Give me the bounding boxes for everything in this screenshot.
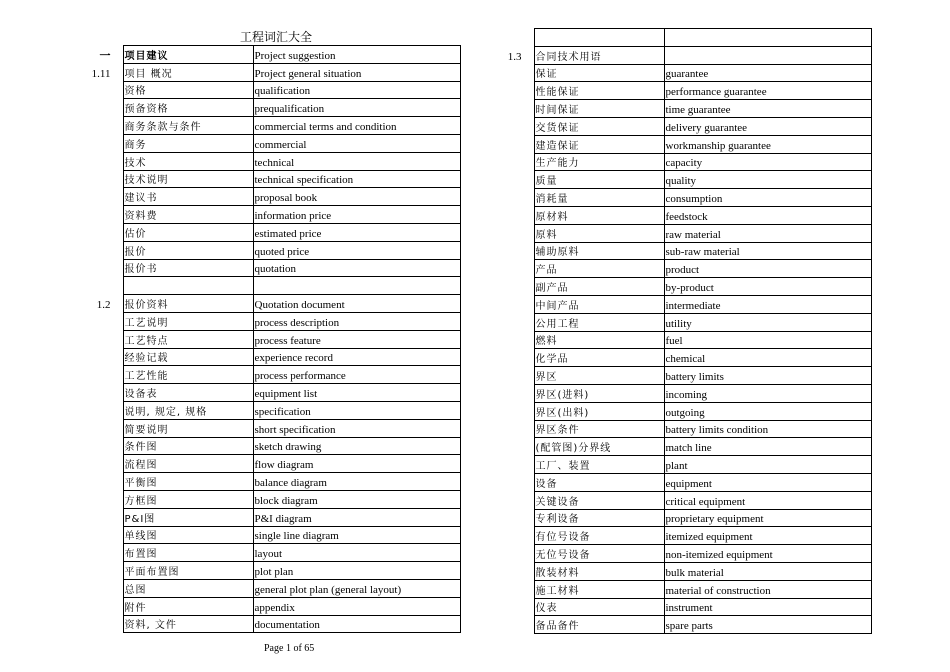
section-number [80, 526, 123, 544]
english-term: chemical [664, 349, 871, 367]
table-row [80, 401, 460, 419]
table-row [80, 188, 460, 206]
chinese-term: 报价 [123, 241, 253, 259]
section-number [500, 509, 534, 527]
chinese-term: 建议书 [123, 188, 253, 206]
english-term: intermediate [664, 295, 871, 313]
table-row [80, 348, 460, 366]
chinese-term: 设备 [534, 473, 664, 491]
table-row [500, 206, 871, 224]
table-row [500, 135, 871, 153]
chinese-term: 无位号设备 [534, 545, 664, 563]
english-term: experience record [253, 348, 460, 366]
chinese-term: 中间产品 [534, 295, 664, 313]
table-row [80, 597, 460, 615]
section-number [80, 579, 123, 597]
english-term: outgoing [664, 402, 871, 420]
english-term [664, 46, 871, 64]
section-number [500, 171, 534, 189]
section-number [80, 241, 123, 259]
chinese-term: 方框图 [123, 490, 253, 508]
chinese-term: 工艺特点 [123, 330, 253, 348]
english-term: sketch drawing [253, 437, 460, 455]
table-row [80, 473, 460, 491]
section-number [500, 260, 534, 278]
english-term: proposal book [253, 188, 460, 206]
english-term: time guarantee [664, 100, 871, 118]
table-row [500, 117, 871, 135]
english-term: by-product [664, 278, 871, 296]
english-term: itemized equipment [664, 527, 871, 545]
chinese-term: 预备资格 [123, 99, 253, 117]
table-row [80, 277, 460, 295]
english-term: Project suggestion [253, 46, 460, 64]
section-number [500, 527, 534, 545]
table-row [80, 152, 460, 170]
section-number [500, 349, 534, 367]
english-term: process description [253, 312, 460, 330]
table-row [500, 29, 871, 47]
chinese-term: 技术说明 [123, 170, 253, 188]
english-term: process feature [253, 330, 460, 348]
section-number [500, 473, 534, 491]
section-number [80, 152, 123, 170]
vocabulary-table-right [500, 28, 872, 634]
chinese-term: 施工材料 [534, 580, 664, 598]
section-number [500, 491, 534, 509]
section-number [80, 223, 123, 241]
table-row [80, 490, 460, 508]
section-number [80, 188, 123, 206]
section-number [80, 134, 123, 152]
english-term: raw material [664, 224, 871, 242]
english-term: equipment list [253, 384, 460, 402]
table-row [500, 580, 871, 598]
table-row [80, 170, 460, 188]
chinese-term: (配管图)分界线 [534, 438, 664, 456]
section-number [80, 348, 123, 366]
chinese-term: 时间保证 [534, 100, 664, 118]
section-number [500, 29, 534, 47]
table-row [500, 616, 871, 634]
english-term: match line [664, 438, 871, 456]
chinese-term: 报价资料 [123, 295, 253, 313]
english-term: consumption [664, 189, 871, 207]
english-term: short specification [253, 419, 460, 437]
english-term: critical equipment [664, 491, 871, 509]
section-number [500, 438, 534, 456]
section-number [500, 100, 534, 118]
english-term: documentation [253, 615, 460, 633]
section-number [500, 82, 534, 100]
section-number [80, 81, 123, 99]
table-row [80, 223, 460, 241]
english-term: quality [664, 171, 871, 189]
chinese-term: 界区 [534, 367, 664, 385]
chinese-term: 说明, 规定, 规格 [123, 401, 253, 419]
section-number [80, 206, 123, 224]
section-number: 1.3 [507, 51, 522, 64]
chinese-term: 单线图 [123, 526, 253, 544]
chinese-term: 工艺说明 [123, 312, 253, 330]
table-row [500, 456, 871, 474]
chinese-term: 产品 [534, 260, 664, 278]
section-number: 1.11 [91, 68, 111, 81]
english-term: instrument [664, 598, 871, 616]
chinese-term: 界区(出料) [534, 402, 664, 420]
english-term: feedstock [664, 206, 871, 224]
chinese-term: 关键设备 [534, 491, 664, 509]
table-row [500, 46, 871, 64]
english-term: technical specification [253, 170, 460, 188]
section-number [500, 153, 534, 171]
english-term: product [664, 260, 871, 278]
section-number [500, 331, 534, 349]
english-term: quoted price [253, 241, 460, 259]
section-number [80, 597, 123, 615]
chinese-term: 有位号设备 [534, 527, 664, 545]
english-term: balance diagram [253, 473, 460, 491]
table-row [80, 579, 460, 597]
section-number [500, 580, 534, 598]
english-term: qualification [253, 81, 460, 99]
english-term: process performance [253, 366, 460, 384]
chinese-term: 报价书 [123, 259, 253, 277]
english-term: material of construction [664, 580, 871, 598]
english-term: specification [253, 401, 460, 419]
vocabulary-table-left [80, 45, 461, 633]
table-row [500, 242, 871, 260]
table-row [500, 313, 871, 331]
table-row [500, 349, 871, 367]
english-term [253, 277, 460, 295]
section-number [80, 455, 123, 473]
chinese-term: 经验记载 [123, 348, 253, 366]
table-row [80, 455, 460, 473]
chinese-term: 资料费 [123, 206, 253, 224]
english-term: flow diagram [253, 455, 460, 473]
table-row [500, 224, 871, 242]
table-row [80, 526, 460, 544]
table-row [500, 438, 871, 456]
chinese-term: 仪表 [534, 598, 664, 616]
section-number [500, 224, 534, 242]
table-row [80, 81, 460, 99]
english-term: prequalification [253, 99, 460, 117]
section-number: 1.2 [96, 299, 111, 312]
section-number [500, 616, 534, 634]
table-row [80, 46, 460, 64]
chinese-term: 技术 [123, 152, 253, 170]
english-term: performance guarantee [664, 82, 871, 100]
table-row [500, 491, 871, 509]
english-term: Quotation document [253, 295, 460, 313]
section-number [80, 330, 123, 348]
table-row [500, 545, 871, 563]
table-row [500, 295, 871, 313]
section-number [500, 367, 534, 385]
chinese-term: 生产能力 [534, 153, 664, 171]
english-term: sub-raw material [664, 242, 871, 260]
section-number [500, 189, 534, 207]
chinese-term: 简要说明 [123, 419, 253, 437]
table-row [80, 508, 460, 526]
section-number [500, 562, 534, 580]
english-term: plot plan [253, 562, 460, 580]
chinese-term: 原料 [534, 224, 664, 242]
english-term: appendix [253, 597, 460, 615]
table-row [500, 562, 871, 580]
chinese-term: 工艺性能 [123, 366, 253, 384]
page-footer: Page 1 of 65 [264, 643, 315, 654]
chinese-term: 商务条款与条件 [123, 117, 253, 135]
english-term: commercial terms and condition [253, 117, 460, 135]
chinese-term: 界区(进料) [534, 384, 664, 402]
table-row [500, 509, 871, 527]
english-term: battery limits [664, 367, 871, 385]
section-number [80, 437, 123, 455]
section-number [80, 366, 123, 384]
section-number [80, 544, 123, 562]
chinese-term: 布置图 [123, 544, 253, 562]
table-row [500, 100, 871, 118]
table-row [80, 295, 460, 313]
section-number [80, 401, 123, 419]
table-row [500, 64, 871, 82]
english-term: information price [253, 206, 460, 224]
table-row [80, 330, 460, 348]
english-term: general plot plan (general layout) [253, 579, 460, 597]
table-row [80, 259, 460, 277]
english-term: utility [664, 313, 871, 331]
section-number [500, 313, 534, 331]
table-row [80, 544, 460, 562]
table-row [500, 278, 871, 296]
english-term: delivery guarantee [664, 117, 871, 135]
table-row [80, 206, 460, 224]
chinese-term: 辅助原料 [534, 242, 664, 260]
table-row [500, 153, 871, 171]
table-row [80, 241, 460, 259]
chinese-term: 合同技术用语 [534, 46, 664, 64]
english-term: Project general situation [253, 63, 460, 81]
english-term: commercial [253, 134, 460, 152]
table-row [500, 260, 871, 278]
chinese-term: 附件 [123, 597, 253, 615]
chinese-term [534, 29, 664, 47]
table-row [500, 171, 871, 189]
english-term: plant [664, 456, 871, 474]
english-term: battery limits condition [664, 420, 871, 438]
table-row [80, 63, 460, 81]
section-number [500, 64, 534, 82]
table-row [80, 562, 460, 580]
table-row [80, 419, 460, 437]
section-number [500, 456, 534, 474]
english-term: estimated price [253, 223, 460, 241]
chinese-term: 估价 [123, 223, 253, 241]
section-number [80, 419, 123, 437]
table-row [500, 527, 871, 545]
section-number [80, 384, 123, 402]
english-term: capacity [664, 153, 871, 171]
english-term: proprietary equipment [664, 509, 871, 527]
chinese-term: 性能保证 [534, 82, 664, 100]
english-term: single line diagram [253, 526, 460, 544]
section-number [80, 473, 123, 491]
table-row [80, 437, 460, 455]
chinese-term: 工厂、装置 [534, 456, 664, 474]
chinese-term: 总图 [123, 579, 253, 597]
section-number [80, 562, 123, 580]
chinese-term: 资料, 文件 [123, 615, 253, 633]
section-number [500, 384, 534, 402]
chinese-term: 设备表 [123, 384, 253, 402]
section-number [500, 135, 534, 153]
english-term [664, 29, 871, 47]
table-row [500, 331, 871, 349]
chinese-term: 散装材料 [534, 562, 664, 580]
section-number [80, 170, 123, 188]
chinese-term: 商务 [123, 134, 253, 152]
chinese-term: 保证 [534, 64, 664, 82]
section-number: 一 [99, 50, 111, 63]
english-term: incoming [664, 384, 871, 402]
english-term: layout [253, 544, 460, 562]
section-number [500, 206, 534, 224]
chinese-term: 质量 [534, 171, 664, 189]
chinese-term: 化学品 [534, 349, 664, 367]
table-row [500, 473, 871, 491]
chinese-term: 平面布置图 [123, 562, 253, 580]
chinese-term: 项目 概况 [123, 63, 253, 81]
chinese-term: 原材料 [534, 206, 664, 224]
section-number [500, 117, 534, 135]
chinese-term: 平衡图 [123, 473, 253, 491]
table-row [80, 615, 460, 633]
chinese-term: 专利设备 [534, 509, 664, 527]
section-number [80, 615, 123, 633]
table-row [500, 420, 871, 438]
section-number [80, 277, 123, 295]
section-number [80, 117, 123, 135]
section-number [500, 278, 534, 296]
chinese-term: 备品备件 [534, 616, 664, 634]
table-row [500, 367, 871, 385]
table-row [500, 82, 871, 100]
english-term: equipment [664, 473, 871, 491]
chinese-term: 资格 [123, 81, 253, 99]
chinese-term: 消耗量 [534, 189, 664, 207]
section-number [500, 598, 534, 616]
english-term: bulk material [664, 562, 871, 580]
table-row [80, 366, 460, 384]
section-number [80, 508, 123, 526]
section-number [500, 545, 534, 563]
table-row [80, 117, 460, 135]
section-number [500, 295, 534, 313]
section-number [500, 402, 534, 420]
english-term: quotation [253, 259, 460, 277]
chinese-term: 建造保证 [534, 135, 664, 153]
chinese-term: 公用工程 [534, 313, 664, 331]
english-term: fuel [664, 331, 871, 349]
english-term: technical [253, 152, 460, 170]
chinese-term [123, 277, 253, 295]
table-row [80, 384, 460, 402]
table-row [80, 134, 460, 152]
english-term: guarantee [664, 64, 871, 82]
section-number [500, 242, 534, 260]
english-term: spare parts [664, 616, 871, 634]
chinese-term: 流程图 [123, 455, 253, 473]
chinese-term: 项目建议 [123, 46, 253, 64]
section-number [80, 259, 123, 277]
section-number [80, 490, 123, 508]
chinese-term: 条件图 [123, 437, 253, 455]
table-row [500, 402, 871, 420]
table-row [500, 384, 871, 402]
section-number [500, 420, 534, 438]
table-row [80, 312, 460, 330]
english-term: block diagram [253, 490, 460, 508]
english-term: workmanship guarantee [664, 135, 871, 153]
english-term: non-itemized equipment [664, 545, 871, 563]
chinese-term: 交货保证 [534, 117, 664, 135]
table-row [80, 99, 460, 117]
chinese-term: P&I图 [123, 508, 253, 526]
chinese-term: 燃料 [534, 331, 664, 349]
chinese-term: 副产品 [534, 278, 664, 296]
table-row [500, 189, 871, 207]
chinese-term: 界区条件 [534, 420, 664, 438]
document-title: 工程词汇大全 [240, 30, 313, 44]
english-term: P&I diagram [253, 508, 460, 526]
table-row [500, 598, 871, 616]
section-number [80, 99, 123, 117]
section-number [80, 312, 123, 330]
